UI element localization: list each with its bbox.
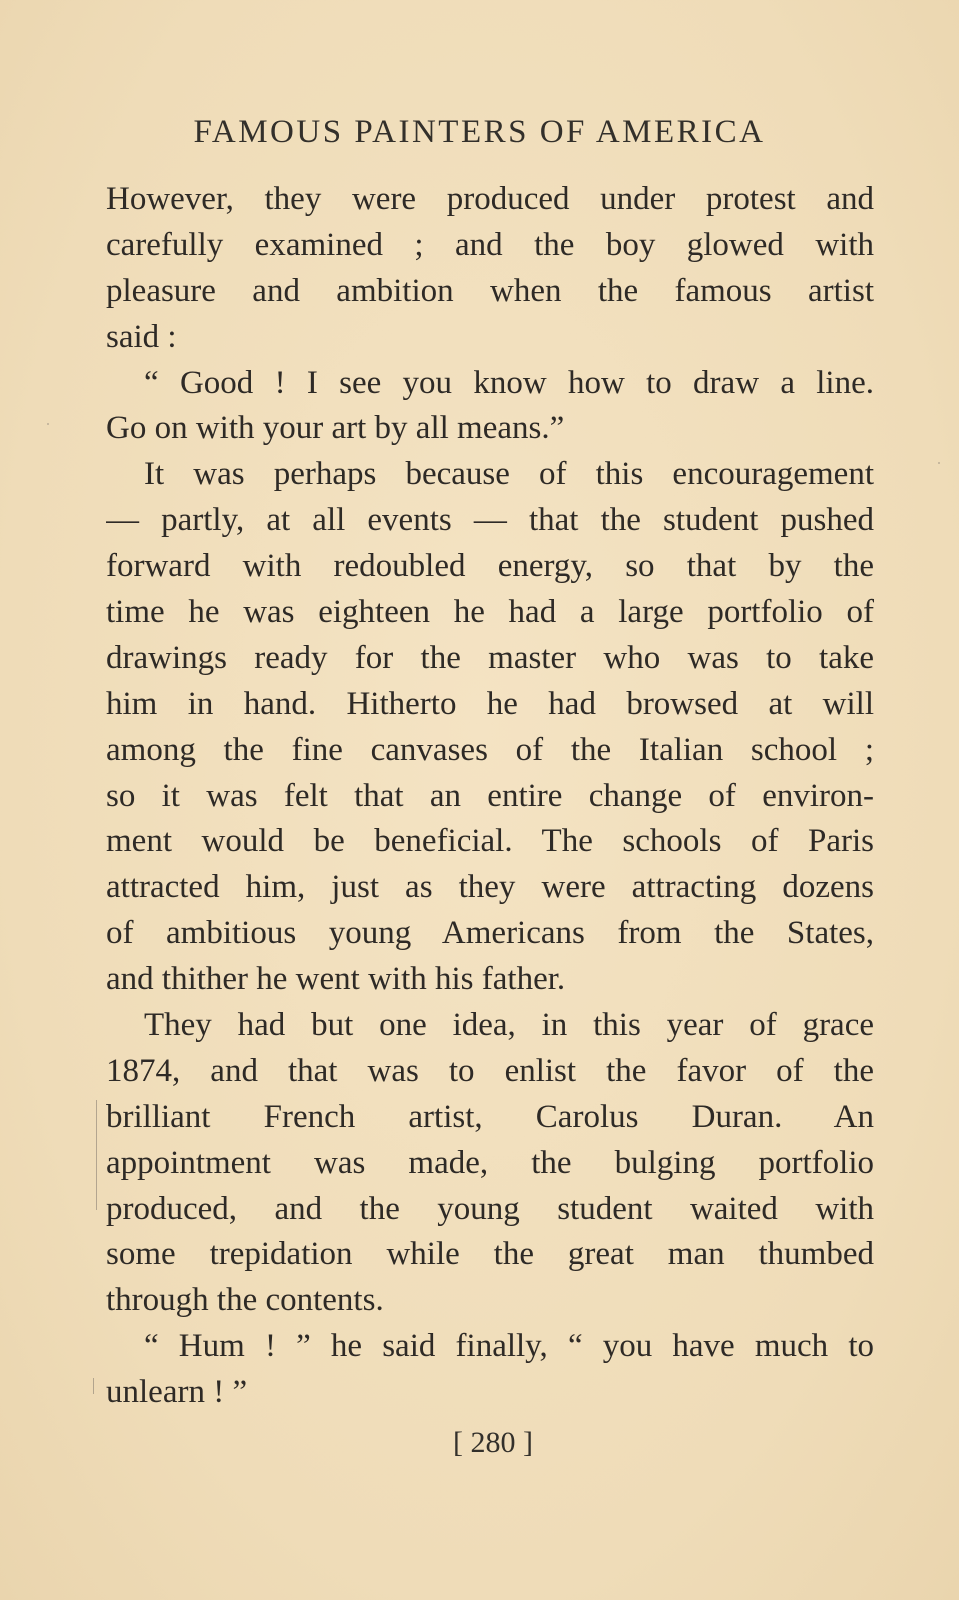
paper-speck	[938, 462, 940, 464]
text-line: him in hand. Hitherto he had browsed at will	[106, 685, 874, 722]
text-line: forward with redoubled energy, so that by the	[106, 548, 874, 585]
text-line: However, they were produced under protest and	[106, 181, 874, 217]
text-line: They had but one idea, in this year of grace	[144, 1007, 874, 1044]
text-line: ment would be beneficial. The schools of Paris	[106, 823, 874, 860]
text-line: among the fine canvases of the Italian school ;	[106, 731, 874, 768]
text-line: appointment was made, the bulging portfolio	[106, 1144, 874, 1181]
margin-pencil-mark	[96, 1100, 97, 1210]
text-line: some trepidation while the great man thumbed	[106, 1236, 874, 1273]
margin-pencil-mark	[93, 1378, 94, 1394]
text-line: Go on with your art by all means.”	[106, 410, 565, 447]
text-line: 1874, and that was to enlist the favor of the	[106, 1052, 874, 1089]
text-line: carefully examined ; and the boy glowed with	[106, 226, 874, 263]
text-line: drawings ready for the master who was to take	[106, 639, 874, 676]
text-line: produced, and the young student waited with	[106, 1190, 874, 1227]
body-text	[106, 177, 874, 1416]
text-line: “ Good ! I see you know how to draw a line.	[144, 364, 874, 401]
text-line: — partly, at all events — that the student pushed	[106, 502, 874, 539]
running-head: FAMOUS PAINTERS OF AMERICA	[193, 114, 766, 150]
text-line: of ambitious young Americans from the States,	[106, 915, 874, 952]
text-line: said :	[106, 318, 177, 355]
text-line: time he was eighteen he had a large portfolio of	[106, 594, 874, 631]
text-line: attracted him, just as they were attracting dozens	[106, 869, 874, 906]
text-line: brilliant French artist, Carolus Duran. An	[106, 1098, 874, 1135]
text-line: through the contents.	[106, 1282, 384, 1319]
paper-speck	[47, 423, 49, 425]
text-line: “ Hum ! ” he said finally, “ you have much to	[144, 1328, 874, 1365]
text-line: unlearn ! ”	[106, 1374, 248, 1411]
text-line: pleasure and ambition when the famous artist	[106, 272, 874, 309]
text-line: and thither he went with his father.	[106, 961, 566, 998]
page-number: [ 280 ]	[453, 1426, 533, 1459]
text-line: so it was felt that an entire change of environ-	[106, 777, 874, 814]
text-line: It was perhaps because of this encouragement	[144, 456, 874, 493]
